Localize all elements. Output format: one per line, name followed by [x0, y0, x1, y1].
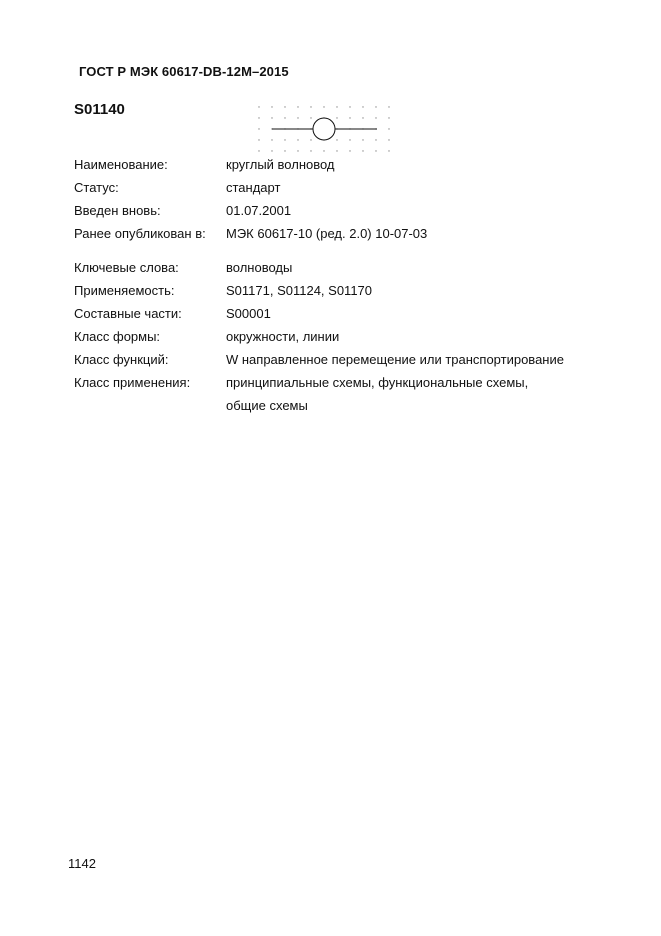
grid-dot	[323, 150, 324, 151]
property-label: Наименование:	[74, 157, 168, 172]
property-row-name	[74, 153, 427, 176]
property-value: волноводы	[226, 260, 293, 275]
grid-dot	[271, 106, 272, 107]
grid-dot	[271, 139, 272, 140]
symbol-circle	[313, 118, 335, 140]
property-row-introduced	[74, 199, 427, 222]
grid-dot	[336, 139, 337, 140]
property-value: W направленное перемещение или транспортирование	[226, 352, 564, 367]
grid-dot	[375, 117, 376, 118]
grid-dot	[375, 106, 376, 107]
property-label: Ключевые слова:	[74, 260, 179, 275]
grid-dot	[271, 117, 272, 118]
grid-dot	[258, 128, 259, 129]
grid-dot	[258, 139, 259, 140]
property-label: Класс применения:	[74, 375, 191, 390]
grid-dot	[336, 150, 337, 151]
property-label: Статус:	[74, 180, 119, 195]
grid-dot	[362, 150, 363, 151]
grid-dot	[297, 106, 298, 107]
grid-dot	[362, 139, 363, 140]
property-row-shape-class	[74, 325, 564, 348]
property-value-line: принципиальные схемы, функциональные схемы,	[226, 375, 529, 390]
property-value	[226, 371, 528, 417]
page-number: 1142	[68, 856, 96, 871]
grid-dot	[284, 139, 285, 140]
property-row-previously-published	[74, 222, 427, 245]
property-label: Составные части:	[74, 306, 182, 321]
grid-dot	[310, 106, 311, 107]
property-value: стандарт	[226, 180, 281, 195]
property-row-keywords	[74, 256, 564, 279]
grid-dot	[323, 106, 324, 107]
circular-waveguide-symbol-icon	[255, 101, 395, 157]
grid-dot	[258, 117, 259, 118]
grid-dot	[297, 117, 298, 118]
grid-dot	[388, 139, 389, 140]
grid-dot	[336, 106, 337, 107]
property-label: Введен вновь:	[74, 203, 161, 218]
grid-dot	[258, 106, 259, 107]
grid-dot	[388, 128, 389, 129]
property-label: Применяемость:	[74, 283, 175, 298]
grid-dot	[388, 117, 389, 118]
property-label: Ранее опубликован в:	[74, 226, 206, 241]
grid-dot	[349, 150, 350, 151]
symbol-code: S01140	[74, 101, 125, 118]
property-value: МЭК 60617-10 (ред. 2.0) 10-07-03	[226, 226, 428, 241]
grid-dot	[362, 117, 363, 118]
grid-dot	[349, 139, 350, 140]
property-label: Класс формы:	[74, 329, 161, 344]
grid-dot	[310, 150, 311, 151]
grid-dot	[310, 117, 311, 118]
grid-dot	[349, 106, 350, 107]
grid-dot	[284, 106, 285, 107]
grid-dot	[271, 150, 272, 151]
grid-dot	[310, 139, 311, 140]
property-value-line: общие схемы	[226, 398, 308, 413]
grid-dot	[258, 150, 259, 151]
grid-dot	[349, 117, 350, 118]
property-value: окружности, линии	[226, 329, 340, 344]
property-row-components	[74, 302, 564, 325]
grid-dot	[362, 106, 363, 107]
properties-main	[74, 153, 427, 245]
property-value: круглый волновод	[226, 157, 335, 172]
properties-extra	[74, 256, 564, 417]
property-row-status	[74, 176, 427, 199]
grid-dot	[375, 150, 376, 151]
grid-dot	[297, 139, 298, 140]
property-value: S01171, S01124, S01170	[226, 283, 373, 298]
grid-dot	[284, 117, 285, 118]
property-value: 01.07.2001	[226, 203, 292, 218]
property-value: S00001	[226, 306, 271, 321]
grid-dot	[284, 150, 285, 151]
property-row-function-class	[74, 348, 564, 371]
grid-dot	[375, 139, 376, 140]
grid-dot	[336, 117, 337, 118]
document-header: ГОСТ Р МЭК 60617-DB-12M–2015	[79, 64, 289, 79]
property-label: Класс функций:	[74, 352, 169, 367]
grid-dot	[297, 150, 298, 151]
grid-dot	[388, 150, 389, 151]
property-row-applicability	[74, 279, 564, 302]
property-row-application-class	[74, 371, 564, 417]
grid-dot	[388, 106, 389, 107]
